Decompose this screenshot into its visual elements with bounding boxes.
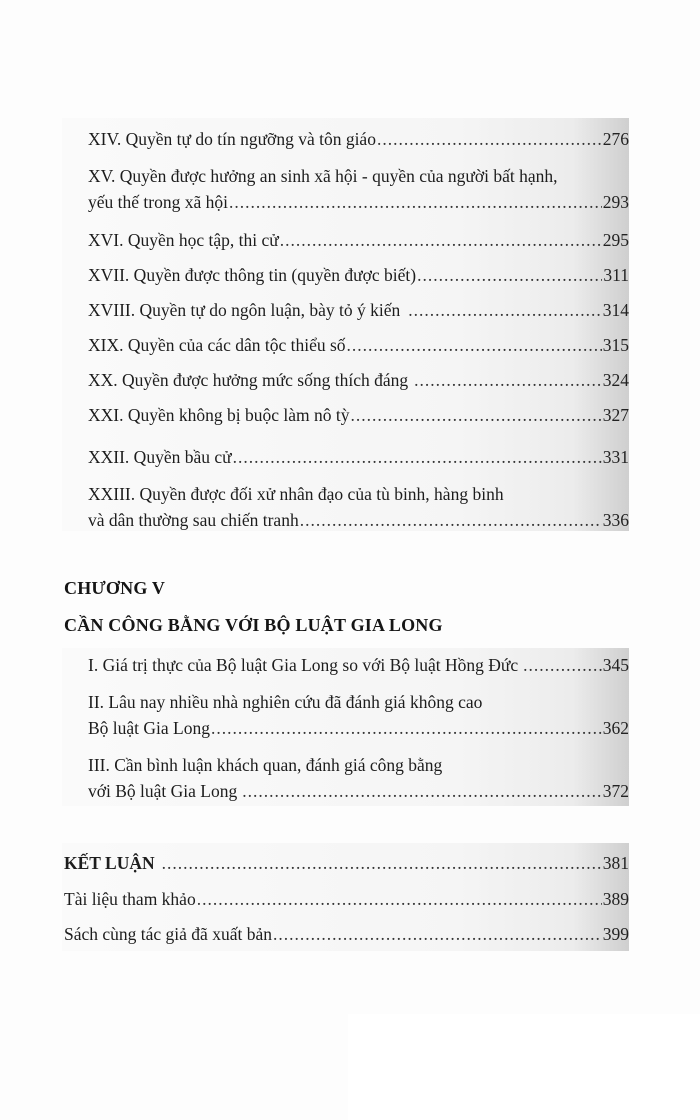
toc-entry-xxi[interactable] <box>88 402 629 428</box>
toc-entry-ch5-iii[interactable] <box>88 752 629 804</box>
toc-entry-ch5-ii[interactable] <box>88 689 629 741</box>
entry-title: XVI. Quyền học tập, thi cử <box>88 230 279 250</box>
leader-dots <box>211 715 602 741</box>
leader-dots <box>417 262 602 288</box>
leader-dots <box>197 886 602 912</box>
entry-title: XXI. Quyền không bị buộc làm nô tỳ <box>88 405 350 425</box>
toc-entry-xviii[interactable] <box>88 297 629 323</box>
page-number: 276 <box>602 129 629 149</box>
toc-entry-xvi[interactable] <box>88 227 629 253</box>
entry-title: III. Cần bình luận khách quan, đánh giá công bằng <box>88 755 443 775</box>
leader-dots <box>523 652 602 678</box>
chapter-label: CHƯƠNG V <box>64 578 166 598</box>
leader-dots <box>162 850 602 876</box>
leader-dots <box>414 367 602 393</box>
chapter-title: CẦN CÔNG BẰNG VỚI BỘ LUẬT GIA LONG <box>64 615 443 635</box>
page-number: 345 <box>602 655 629 675</box>
page-number: 327 <box>602 405 629 425</box>
toc-entry-xx[interactable] <box>88 367 629 393</box>
toc-entry-xvii[interactable] <box>88 262 629 288</box>
page-number: 293 <box>602 192 629 212</box>
entry-title: I. Giá trị thực của Bộ luật Gia Long so với Bộ luật Hồng Đức <box>88 655 519 675</box>
toc-entry-other-books[interactable] <box>64 921 629 947</box>
toc-entry-ch5-i[interactable] <box>88 652 629 678</box>
entry-title: XX. Quyền được hưởng mức sống thích đáng <box>88 370 409 390</box>
leader-dots <box>273 921 602 947</box>
toc-entry-xix[interactable] <box>88 332 629 358</box>
entry-title: II. Lâu nay nhiều nhà nghiên cứu đã đánh giá không cao <box>88 692 483 712</box>
entry-title: XIV. Quyền tự do tín ngưỡng và tôn giáo <box>88 129 376 149</box>
toc-entry-xxiii[interactable] <box>88 481 629 533</box>
page-number: 314 <box>602 300 629 320</box>
page-number: 336 <box>602 510 629 530</box>
toc-entry-conclusion[interactable] <box>64 850 629 876</box>
page-number: 389 <box>602 889 629 909</box>
page-number: 372 <box>602 781 629 801</box>
leader-dots <box>300 507 602 533</box>
entry-title: XVII. Quyền được thông tin (quyền được biết) <box>88 265 417 285</box>
leader-dots <box>229 189 602 215</box>
entry-title: Tài liệu tham khảo <box>64 889 196 909</box>
page-number: 331 <box>602 447 629 467</box>
toc-entry-xiv[interactable] <box>88 126 629 152</box>
entry-title: KẾT LUẬN <box>64 853 155 873</box>
page-number: 362 <box>602 718 629 738</box>
toc-entry-references[interactable] <box>64 886 629 912</box>
entry-title: XXII. Quyền bầu cử <box>88 447 232 467</box>
toc-entry-xv[interactable] <box>88 163 629 215</box>
leader-dots <box>233 444 602 470</box>
leader-dots <box>408 297 601 323</box>
entry-title-cont: Bộ luật Gia Long <box>88 718 210 738</box>
entry-title-cont: yếu thế trong xã hội <box>88 192 228 212</box>
leader-dots <box>242 778 602 804</box>
page-background-white-area <box>348 1014 700 1120</box>
page-number: 295 <box>602 230 629 250</box>
entry-title-cont: với Bộ luật Gia Long <box>88 781 238 801</box>
leader-dots <box>347 332 602 358</box>
entry-title: XIX. Quyền của các dân tộc thiểu số <box>88 335 346 355</box>
toc-entry-xxii[interactable] <box>88 444 629 470</box>
page-number: 324 <box>602 370 629 390</box>
page-number: 315 <box>602 335 629 355</box>
entry-title-cont: và dân thường sau chiến tranh <box>88 510 299 530</box>
page-number: 311 <box>603 265 629 285</box>
leader-dots <box>351 402 602 428</box>
entry-title: Sách cùng tác giả đã xuất bản <box>64 924 272 944</box>
page-number: 381 <box>602 853 629 873</box>
leader-dots <box>280 227 602 253</box>
page-number: 399 <box>602 924 629 944</box>
entry-title: XV. Quyền được hưởng an sinh xã hội - quyền của người bất hạnh, <box>88 166 558 186</box>
entry-title: XXIII. Quyền được đối xử nhân đạo của tù binh, hàng binh <box>88 484 504 504</box>
entry-title: XVIII. Quyền tự do ngôn luận, bày tỏ ý kiến <box>88 300 401 320</box>
leader-dots <box>377 126 602 152</box>
